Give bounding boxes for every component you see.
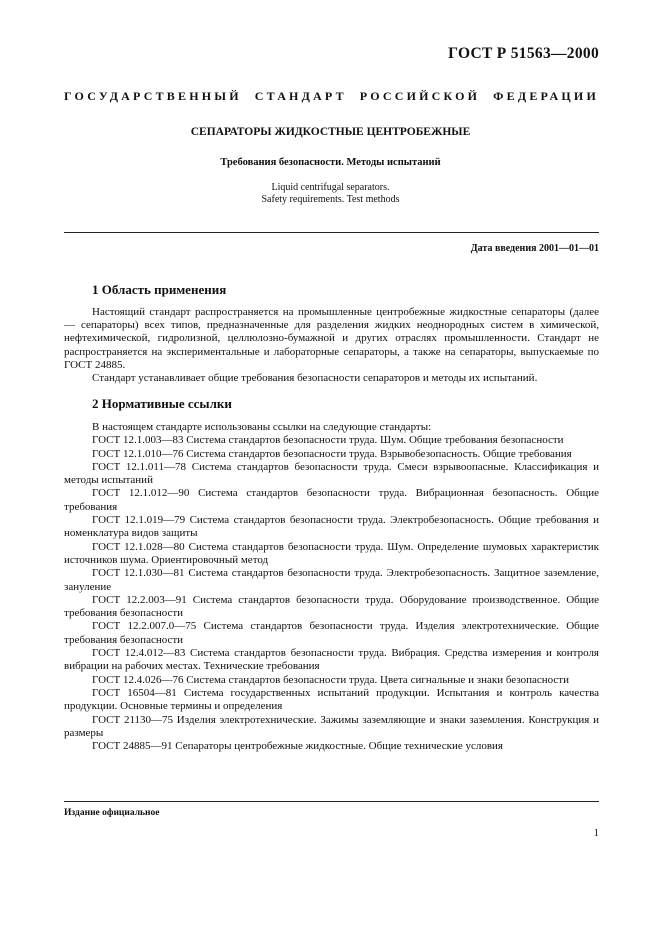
reference-item: ГОСТ 12.1.012—90 Система стандартов безопасности труда. Вибрационная безопасность. Общие требования [64,487,599,513]
english-title [0,182,661,206]
reference-item: ГОСТ 12.4.012—83 Система стандартов безопасности труда. Вибрация. Средства измерения и контроля вибрации на рабочих местах. Технические требования [64,647,599,673]
reference-item: ГОСТ 12.1.030—81 Система стандартов безопасности труда. Электробезопасность. Защитное заземление, зануление [64,567,599,593]
english-title-line-2: Safety requirements. Test methods [261,194,400,205]
references-intro: В настоящем стандарте использованы ссылки на следующие стандарты: [92,421,432,433]
reference-item: ГОСТ 12.1.019—79 Система стандартов безопасности труда. Электробезопасность. Общие требования и номенклатура видов защиты [64,514,599,540]
reference-item: ГОСТ 12.4.026—76 Система стандартов безопасности труда. Цвета сигнальные и знаки безопасности [92,673,569,686]
introduction-date: Дата введения 2001—01—01 [470,243,599,254]
reference-item: ГОСТ 21130—75 Изделия электротехнические. Зажимы заземляющие и знаки заземления. Конструкция и размеры [64,713,599,739]
state-standard-heading: ГОСУДАРСТВЕННЫЙ СТАНДАРТ РОССИЙСКОЙ ФЕДЕРАЦИИ [64,89,599,103]
reference-item: ГОСТ 12.2.007.0—75 Система стандартов безопасности труда. Изделия электротехнические. Общие требования безопасности [64,620,599,646]
section-1-paragraph: Настоящий стандарт распространяется на промышленные центробежные жидкостные сепараторы (далее — сепараторы) всех типов, предназначенные для разделения жидких неоднородных систем в химической, нефтехимической, гидролизной, целлюлозно-бумажной и других отраслях промышленности. Стандарт не распространяется на экспериментальные и лабораторные сепараторы, а также на сепараторы, выпускаемые по ГОСТ 24885. [64,306,599,371]
reference-item: ГОСТ 12.1.011—78 Система стандартов безопасности труда. Смеси взрывоопасные. Классификация и методы испытаний [64,460,599,487]
official-edition-note: Издание официальное [64,808,160,818]
bottom-divider [64,801,599,802]
section-1-body [64,306,599,385]
top-divider [64,232,599,233]
reference-item: ГОСТ 12.1.010—76 Система стандартов безопасности труда. Взрывобезопасность. Общие требования [92,447,572,460]
reference-item: ГОСТ 16504—81 Система государственных испытаний продукции. Испытания и контроль качества продукции. Основные термины и определения [64,686,599,713]
section-2-heading: 2 Нормативные ссылки [92,396,232,411]
page-number: 1 [593,827,599,839]
document-subtitle: Требования безопасности. Методы испытаний [220,157,441,168]
reference-item: ГОСТ 12.1.028—80 Система стандартов безопасности труда. Шум. Определение шумовых характеристик источников шума. Ориентировочный метод [64,540,599,566]
english-title-line-1: Liquid centrifugal separators. [271,182,390,193]
gost-number: ГОСТ Р 51563—2000 [448,45,599,62]
normative-references-list [64,421,599,753]
section-1-heading: 1 Область применения [92,282,227,297]
reference-item: ГОСТ 12.2.003—91 Система стандартов безопасности труда. Оборудование производственное. Общие требования безопасности [64,593,599,620]
reference-item: ГОСТ 12.1.003—83 Система стандартов безопасности труда. Шум. Общие требования безопасности [92,434,564,447]
section-1-paragraph: Стандарт устанавливает общие требования безопасности сепараторов и методы их испытаний. [92,372,538,385]
document-title: СЕПАРАТОРЫ ЖИДКОСТНЫЕ ЦЕНТРОБЕЖНЫЕ [190,126,471,138]
reference-item: ГОСТ 24885—91 Сепараторы центробежные жидкостные. Общие технические условия [92,740,503,753]
